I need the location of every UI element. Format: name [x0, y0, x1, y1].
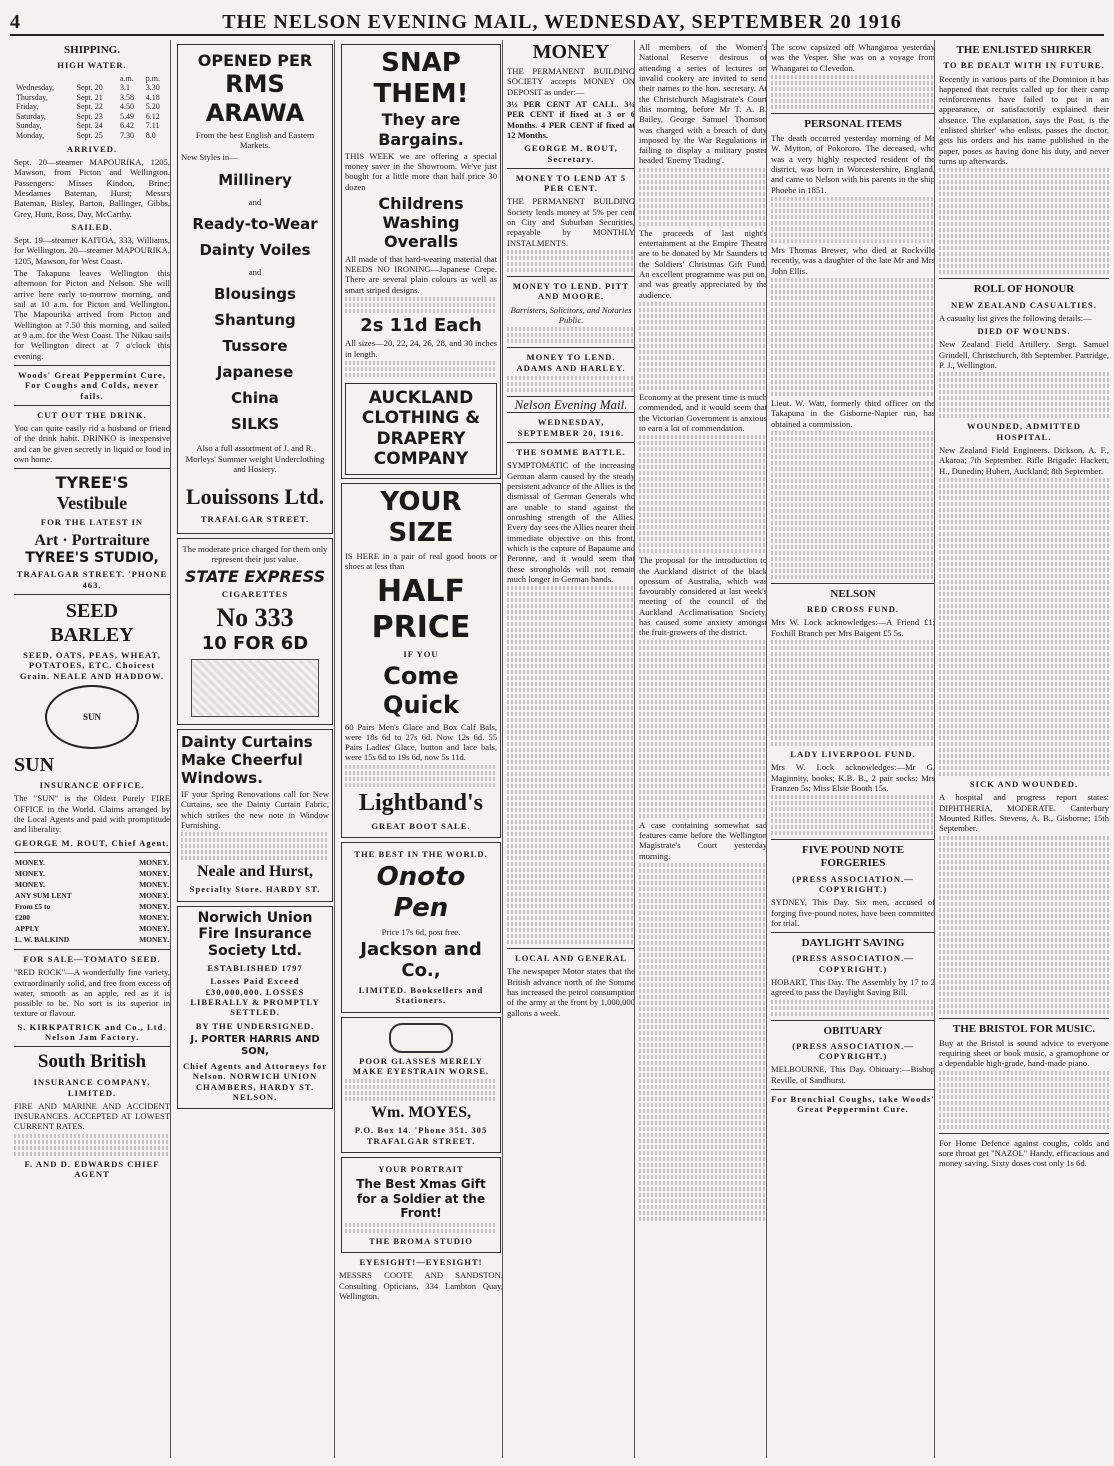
tussore: Tussore — [222, 337, 288, 356]
norwich-title: Norwich Union Fire Insurance Society Ltd. — [197, 909, 313, 960]
xmas-gift: The Best Xmas Gift for a Soldier at the Front! — [356, 1177, 486, 1221]
daylight-heading: DAYLIGHT SAVING — [801, 937, 905, 950]
tide-row: Wednesday, Sept. 20 3.1 3.30 — [16, 83, 160, 93]
glasses: POOR GLASSES MERELY MAKE EYESTRAIN WORSE. — [352, 1055, 490, 1076]
neale-hurst: Neale and Hurst, — [197, 863, 313, 881]
onoto-pen: Onoto Pen — [376, 862, 466, 924]
column-1 — [10, 40, 174, 1458]
press-association: (PRESS ASSOCIATION.—COPYRIGHT.) — [792, 953, 914, 974]
news-text-4: The proposal for the introduction to the Auckland district of the black opossum of Australia, which was favourably considered at last week's meeting of the council of the Auckland Acclimatisation Society, has caused some anxiety amongst the fruit-growers of the district. — [639, 555, 767, 638]
money-row: MONEY. MONEY. — [15, 868, 169, 878]
porter-harris: J. PORTER HARRIS AND SON, — [190, 1033, 320, 1057]
and-label: and — [248, 196, 262, 207]
money-row: From £5 to MONEY. — [15, 901, 169, 911]
editorial-masthead: Nelson Evening Mail. — [507, 396, 635, 414]
tyree-vestibule: Vestibule — [56, 492, 128, 513]
snap-text: THIS WEEK we are offering a special money saver in the Showroom. We've just bought for a little more than half price 30 dozen — [345, 150, 497, 192]
high-water-heading: HIGH WATER. — [57, 60, 127, 71]
column-7 — [934, 40, 1113, 1458]
news-text-5: A case containing somewhat sad features came before the Wellington Magistrate's Court yesterday morning. — [639, 819, 767, 861]
column-2 — [170, 40, 339, 1458]
louissons-ad — [177, 44, 333, 534]
shirker-text: Recently in various parts of the Dominion it has happened that recruits called up for their camp reinforcements have failed to put in an appearance, or satisfactorily explained their absence. The explanation, says the Post, is the 'enlisted shirker' who enlists, passes the doctor, gets his orders and his name published in the paper, poses as having done his duty, and never turns up afterwards. — [939, 73, 1109, 166]
shantung: Shantung — [214, 311, 296, 330]
shipping-heading: SHIPPING. — [64, 44, 120, 56]
press-association: (PRESS ASSOCIATION.—COPYRIGHT.) — [792, 873, 914, 894]
come-quick: Come Quick — [383, 661, 459, 719]
childrens-overalls: Childrens Washing Overalls — [378, 194, 464, 252]
roll-heading: ROLL OF HONOUR — [973, 283, 1075, 296]
column-5 — [634, 40, 771, 1458]
state-express-blurb: The moderate price charged for them only represent their just value. — [182, 543, 328, 565]
news-text: All members of the Women's National Reserve desirous of attending a series of lectures on invalid cookery are invited to send their names to the hon. secretary. At the Christchurch Magistrate's Court this morning, before Mr T. A. B. Bailey, George Samuel Thomson was charged with a breach of duty imposed by the War Regulations in failing to display a military poster headed 'Enemy Trading'. — [639, 42, 767, 166]
scow-text: The scow capsized off Whangaroa yesterday was the Vesper. She was on a voyage from Whangarei to Clevedon. — [771, 42, 935, 73]
no-333: No 333 — [216, 603, 294, 633]
died-text: New Zealand Field Artillery. Sergt. Samuel Grindell, Christchurch, 8th September. Partridge, P. J., Wellington. — [939, 339, 1109, 371]
news-text-2: The proceeds of last night's entertainment at the Empire Theatre are to be donated by Mr Saunders to the Soldiers' Christmas Gift Fund. An excellent programme was put on, and was greatly appreciated by the audience. — [639, 227, 767, 300]
money-row: £200 MONEY. — [15, 912, 169, 922]
cigarettes: CIGARETTES — [221, 588, 289, 599]
silks: SILKS — [230, 415, 280, 434]
norwich-ad — [177, 906, 333, 1110]
glasses-icon — [389, 1023, 453, 1053]
curtains-ad — [177, 729, 333, 902]
shoes-text: 60 Pairs Men's Glace and Box Calf Bals, were 18s 6d to 27s 6d. Now 12s 6d. 55 Pairs Ladies' Glace, button and lace bals, were 15s 6d to 19s 6d, now 5s 11d. — [345, 721, 497, 763]
arrived-heading: ARRIVED. — [66, 143, 118, 154]
tide-row: Monday, Sept. 25 7.30 8.0 — [16, 131, 156, 141]
great-boot-sale: GREAT BOOT SALE. — [371, 820, 471, 831]
roll-text: A casualty list gives the following details:— — [939, 312, 1092, 323]
kirkpatrick: S. KIRKPATRICK and Co., Ltd. Nelson Jam Factory. — [17, 1021, 167, 1043]
state-express-ad — [177, 538, 333, 725]
personal-text: The death occurred yesterday morning of Mr W. Mytton, of Pokororo. The deceased, who was a very highly respected resident of the district, was born in Worcestershire, England, and came to Nelson with his parents in the ship Phoebe in 1851. — [771, 133, 935, 195]
shirker-sub: TO BE DEALT WITH IN FUTURE. — [943, 60, 1105, 71]
jackson-sub: LIMITED. Booksellers and Stationers. — [358, 985, 484, 1006]
snap-ad — [341, 44, 501, 479]
sun-sub: INSURANCE OFFICE. — [39, 780, 145, 791]
tide-table — [14, 74, 170, 141]
snap-them: SNAP THEM! — [373, 48, 469, 110]
local-text: The newspaper Motor states that the British advance north of the Somme has increased the petrol consumption of the army at the front by 1,000,000 gallons a week. — [507, 966, 635, 1018]
adams-harley: MONEY TO LEND. ADAMS AND HARLEY. — [516, 352, 626, 373]
tide-row: Sunday, Sept. 24 6.42 7.11 — [16, 121, 160, 131]
lend-text: THE PERMANENT BUILDING Society lends money at 5% per cent on City and Suburban Securities, repayable by MONTHLY INSTALMENTS. — [507, 196, 635, 248]
roll-sub: NEW ZEALAND CASUALTIES. — [951, 299, 1097, 310]
seed-text: SEED, OATS, PEAS, WHEAT, POTATOES, ETC. Choicest Grain. NEALE AND HADDOW. — [19, 650, 165, 681]
sailed-text: Sept. 19—steamer KAITOA, 333, Williams, for Wellington. 20—steamer MAPOURIKA, 1205, Mawson, for West Coast. — [14, 235, 170, 266]
lady-liverpool-text: Mrs W. Lock acknowledges:—Mr G. Maginnity, books; K.B. B., 2 pair socks; Mrs Franzen 5s; Miss Elsie Booth 15s. — [771, 762, 935, 793]
masthead — [10, 8, 1104, 36]
editorial-date: WEDNESDAY, SEPTEMBER 20, 1916. — [517, 417, 625, 438]
onoto-price: Price 17s 6d, post free. — [381, 926, 461, 937]
onoto-ad — [341, 842, 501, 1013]
somme-heading: THE SOMME BATTLE. — [516, 447, 626, 458]
trafalgar: TRAFALGAR STREET. — [200, 513, 310, 524]
tyree-art: Art · Portraiture — [34, 531, 150, 549]
tyree-address: TRAFALGAR STREET. 'PHONE 463. — [16, 569, 168, 590]
coughs-ad: For Bronchial Coughs, take Woods' Great Peppermint Cure. — [771, 1094, 935, 1115]
south-british-text: FIRE AND MARINE AND ACCIDENT INSURANCES. ACCEPTED AT LOWEST CURRENT RATES. — [14, 1100, 170, 1132]
money-row: ANY SUM LENT MONEY. — [15, 890, 169, 900]
from-markets: From the best English and Eastern Markets. — [195, 129, 315, 151]
pitt-moore: MONEY TO LEND. PITT AND MOORE. — [512, 281, 630, 302]
woods-ad: Woods' Great Peppermint Cure, For Coughs and Colds, never fails. — [17, 369, 167, 401]
forgeries-heading: FIVE POUND NOTE FORGERIES — [801, 844, 905, 870]
money-row: MONEY. MONEY. — [15, 879, 169, 889]
bristol-text: Buy at the Bristol is sound advice to everyone requiring sheet or book music, a gramophone or a dependable high-grade, hand-made piano. — [939, 1037, 1109, 1069]
money-rates: 3½ PER CENT AT CALL. 3¾ PER CENT if fixed at 3 or 6 Months. 4 PER CENT if fixed at 12 Months. — [507, 98, 635, 140]
seed-title: SEED — [65, 600, 119, 623]
moyes-ad — [341, 1017, 501, 1153]
and-label: and — [248, 267, 262, 278]
daylight-text: HOBART, This Day. The Assembly by 17 to 2 agreed to pass the Daylight Saving Bill. — [771, 977, 935, 998]
ready-to-wear: Ready-to-Wear — [192, 215, 318, 234]
arrived-text: Sept. 20—steamer MAPOURIKA, 1205, Mawson, from Picton and Wellington. Passengers: Misses Kindon, Brine; Mesdames Bateman, Hurst; Messrs Bateman, Bisley, Barton, Ballinger, Gibbs, Grey, Hunt, Ross, Day, McCarthy. — [14, 156, 170, 219]
south-british-sub: INSURANCE COMPANY, LIMITED. — [33, 1077, 151, 1098]
sun-text: The "SUN" is the Oldest Purely FIRE OFFICE in the World. Claims arranged by the Local Agents and paid with promptitude and liberality. — [14, 793, 170, 835]
column-4 — [502, 40, 639, 1458]
barley-title: BARLEY — [50, 624, 134, 647]
chief-agents: Chief Agents and Attorneys for Nelson. NORWICH UNION CHAMBERS, HARDY ST. NELSON. — [182, 1060, 328, 1102]
tide-row: Friday, Sept. 22 4.50 5.20 — [16, 102, 160, 112]
coote-text: MESSRS COOTE AND SANDSTON, Consulting Opticians, 334 Lambton Quay, Wellington. — [339, 1270, 503, 1301]
money-row: MONEY. MONEY. — [15, 857, 169, 867]
personal-text-3: Lieut. W. Watt, formerly third officer on the Takapuna in the Gisborne-Napier run, has obtained a commission. — [771, 397, 935, 429]
obituary-text: MELBOURNE, This Day. Obituary:—Bishop Reville, of Sandhurst. — [771, 1064, 935, 1085]
money-row: L. W. BALKIND MONEY. — [15, 934, 169, 944]
dainty-voiles: Dainty Voiles — [199, 241, 311, 260]
local-heading: LOCAL AND GENERAL — [514, 953, 628, 964]
column-3 — [334, 40, 507, 1458]
nazol-ad: For Home Defence against coughs, colds and sore throat get "NAZOL" Handy, efficacious and money saving. Sixty doses cost only 1s 6d. — [939, 1137, 1109, 1169]
ten-for-sixpence: 10 FOR 6D — [201, 633, 309, 655]
moyes: Wm. MOYES, — [371, 1104, 471, 1122]
rms-arawa: RMS ARAWA — [205, 70, 305, 127]
red-cross-text: Mrs W. Lock acknowledges:—A Friend £1; Foxhill Branch per Mrs Baigent £5 5s. — [771, 617, 935, 638]
sailed-heading: SAILED. — [71, 221, 113, 232]
south-british-title: South British — [37, 1051, 147, 1073]
shipping-text: The Takapuna leaves Wellington this afternoon for Picton and Nelson. She will arrive here early to-morrow morning, and sail at 10 a.m. for Picton and Wellington. The Mapourika arrived from Picton and Wellington at 7.50 this morning, and sailed at 9 a.m. for the West Coast. The Nikau sails for Wellington direct at 7 o'clock this evening. — [14, 268, 170, 361]
overalls-price: 2s 11d Each — [360, 314, 482, 336]
tide-row: Saturday, Sept. 23 5.49 6.12 — [16, 111, 160, 121]
auckland-clothing: AUCKLAND CLOTHING & DRAPERY COMPANY — [345, 383, 497, 475]
tyree-title: TYREE'S — [55, 473, 129, 493]
obituary-heading: OBITUARY — [823, 1024, 883, 1037]
wounded-text: New Zealand Field Engineers. Dickson, A. F., Akaroa; 7th September. Rifle Brigade: Hackett, H., Dunedin; Hubert, Auckland; 8th September. — [939, 445, 1109, 476]
lady-liverpool-heading: LADY LIVERPOOL FUND. — [790, 749, 916, 759]
column-6 — [766, 40, 939, 1458]
money-lend-title: MONEY TO LEND AT 5 PER CENT. — [515, 172, 627, 194]
money-text: THE PERMANENT BUILDING SOCIETY accepts MONEY ON DEPOSIT as under:— — [507, 66, 635, 97]
tide-row: Thursday, Sept. 21 3.58 4.18 — [16, 92, 160, 102]
tomato-text: "RED ROCK"—A wonderfully fine variety, extraordinarily solid, and free from excess of water, smooth as an apple, red as it is possible to be. No sort is its superior in texture or flavour. — [14, 967, 170, 1019]
bristol-heading: THE BRISTOL FOR MUSIC. — [952, 1022, 1096, 1035]
established: ESTABLISHED 1797 — [207, 963, 303, 974]
dainty-curtains: Dainty Curtains Make Cheerful Windows. — [181, 732, 313, 787]
died-heading: DIED OF WOUNDS. — [977, 326, 1071, 337]
sun-agent: GEORGE M. ROUT, Chief Agent. — [14, 837, 170, 848]
curtains-text: IF your Spring Renovations call for New Curtains, see the Dainty Curtain Fabric, which strikes the new note in Window Furnishing. — [181, 788, 329, 830]
south-british-agent: F. AND D. EDWARDS CHIEF AGENT — [24, 1158, 160, 1180]
news-text-3: Economy at the present time is much commended, and it would seem that the Victorian Government is anxious to earn a lot of commendation. — [639, 391, 767, 433]
pitt-sub: Barristers, Solicitors, and Notaries Public. — [510, 304, 632, 325]
your-size: YOUR SIZE — [380, 486, 462, 548]
cigarette-tin-image — [191, 659, 319, 717]
louissons-title: Louissons Ltd. — [185, 484, 325, 510]
somme-text: SYMPTOMATIC of the increasing German alarm caused by the steady persistent advance of the Allies is the dismissal of German Generals who are unable to stand against the onrushing strength of the Allies. Every day sees the Allies nearer their immediate objective on this front, which is the capture of Bapaume and Peronne, and it would seem that these strongholds will not remain much longer in German hands. — [507, 460, 635, 584]
personal-text-2: Mrs Thomas Brewer, who died at Rockville recently, was a daughter of the late Mr and Mrs John Ellis. — [771, 245, 935, 276]
page-number: 4 — [10, 11, 20, 33]
half: HALF — [377, 573, 465, 609]
cut-out-heading: CUT OUT THE DRINK. — [37, 409, 147, 420]
opened-per: OPENED PER — [197, 51, 313, 70]
broma-studio: THE BROMA STUDIO — [369, 1235, 473, 1246]
best-in-world: THE BEST IN THE WORLD. — [354, 848, 488, 859]
new-styles: New Styles in— — [181, 152, 238, 163]
specialty-store: Specialty Store. HARDY ST. — [189, 884, 321, 895]
state-express: STATE EXPRESS — [184, 566, 326, 586]
overalls-text: All made of that hard-wearing material that NEEDS NO IRONING—Japanese Crepe. There are several plain colours as well as smart striped designs. — [345, 253, 497, 295]
tomato-heading: FOR SALE—TOMATO SEED. — [23, 953, 161, 964]
red-cross-heading: RED CROSS FUND. — [806, 604, 900, 615]
moyes-sub: P.O. Box 14. 'Phone 351. 305 TRAFALGAR STREET. — [354, 1125, 488, 1146]
here-text: IS HERE in a pair of real good boots or shoes at less than — [345, 550, 497, 572]
tyree-latest: FOR THE LATEST IN — [40, 517, 144, 528]
by-undersigned: BY THE UNDERSIGNED. — [195, 1020, 315, 1031]
china: China — [231, 389, 279, 408]
lightband: Lightband's — [358, 789, 484, 816]
press-association: (PRESS ASSOCIATION.—COPYRIGHT.) — [792, 1040, 914, 1062]
sun-emblem: SUN — [45, 685, 139, 749]
millinery: Millinery — [218, 170, 292, 189]
assortment: Also a full assortment of J. and R. Morleys' Summer weight Underclothing and Hosiery. — [185, 443, 325, 474]
nelson-heading: NELSON — [830, 587, 876, 600]
cut-out-text: You can quite easily rid a husband or friend of the drink habit. DRINKO is inexpensive and can be given secretly in liquid or food in own home. — [14, 423, 170, 465]
bargains: They are Bargains. — [378, 110, 464, 149]
tide-header-row: a.m. p.m. — [119, 73, 161, 83]
losses: Losses Paid Exceed £30,000,000. LOSSES LIBERALLY & PROMPTLY SETTLED. — [190, 976, 320, 1018]
if-you: IF YOU — [403, 648, 439, 659]
personal-heading: PERSONAL ITEMS — [804, 117, 902, 130]
tyree-studio: TYREE'S STUDIO, — [25, 549, 159, 566]
portrait-ad — [341, 1157, 501, 1253]
wounded-heading: WOUNDED, ADMITTED HOSPITAL. — [967, 421, 1081, 442]
sick-heading: SICK AND WOUNDED. — [969, 778, 1079, 789]
your-portrait: YOUR PORTRAIT — [378, 1164, 464, 1175]
jackson: Jackson and Co., — [360, 938, 482, 982]
eyesight: EYESIGHT!—EYESIGHT! — [359, 1256, 483, 1267]
shirker-heading: THE ENLISTED SHIRKER — [956, 44, 1092, 56]
blousings: Blousings — [214, 285, 296, 304]
price: PRICE — [371, 609, 471, 645]
masthead-title: THE NELSON EVENING MAIL, WEDNESDAY, SEPTEMBER 20 1916 — [222, 11, 902, 33]
money-row: APPLY MONEY. — [15, 923, 169, 933]
your-size-ad — [341, 483, 501, 838]
japanese: Japanese — [216, 363, 294, 382]
money-rout: GEORGE M. ROUT, Secretary. — [524, 143, 618, 164]
forgeries-text: SYDNEY, This Day. Six men, accused of forging five-pound notes, have been committed for trial. — [771, 897, 935, 928]
overalls-sizes: All sizes—20, 22, 24, 26, 28, and 30 inches in length. — [345, 338, 497, 359]
money-title: MONEY — [532, 41, 610, 63]
sun-title: SUN — [14, 754, 55, 777]
money-table — [14, 857, 170, 945]
sick-text: A hospital and progress report states: DIPHTHERIA, MODERATE. Canterbury Mounted Rifles. Stevens, A. B., Gisborne; 15th September. — [939, 792, 1109, 834]
